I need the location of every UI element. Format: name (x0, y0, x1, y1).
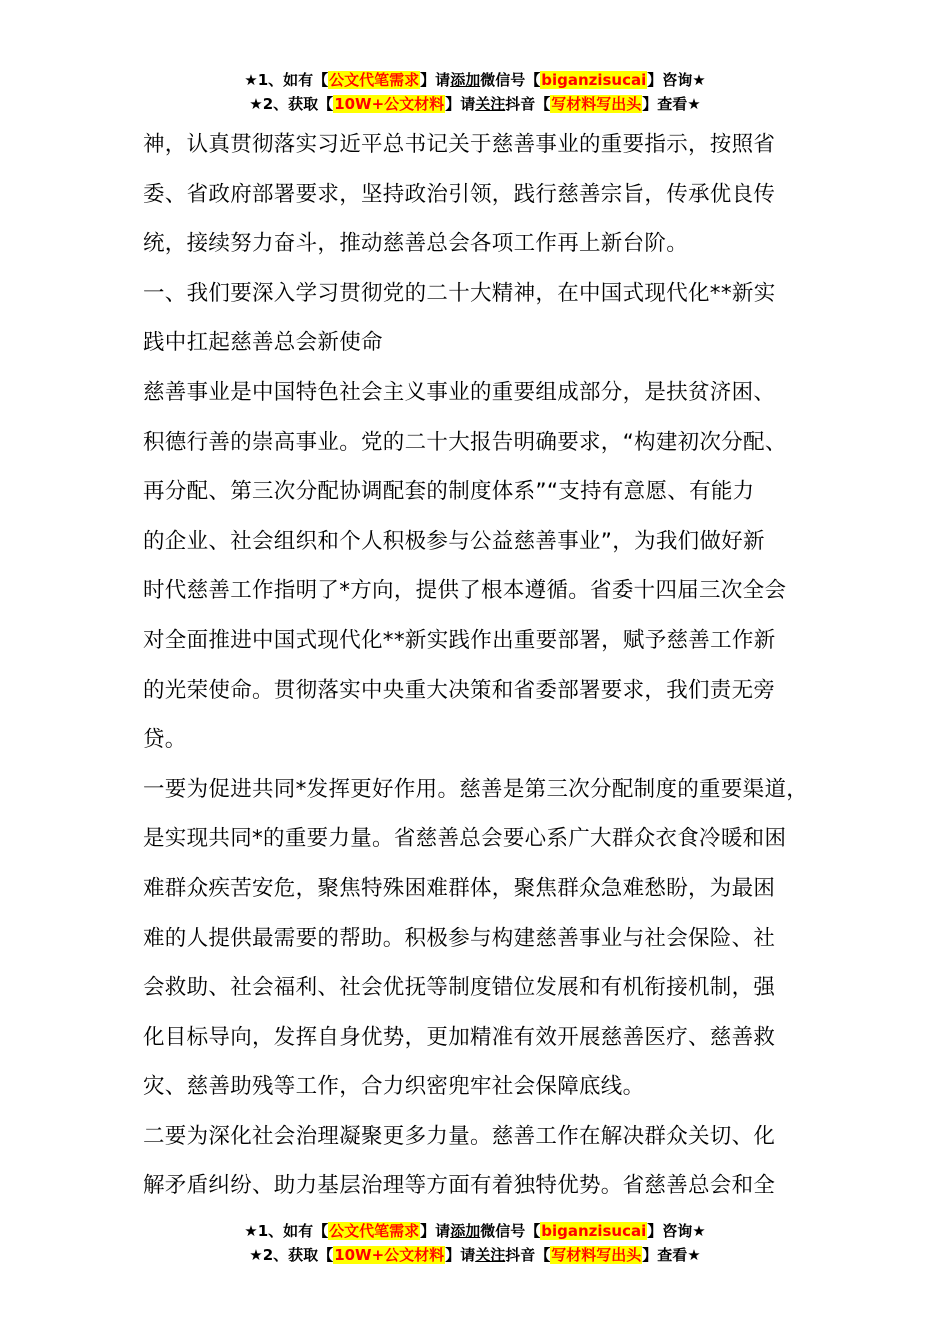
text-line: 慈善事业是中国特色社会主义事业的重要组成部分，是扶贫济困、 (143, 379, 776, 405)
text-line: 解矛盾纠纷、助力基层治理等方面有着独特优势。省慈善总会和全 (143, 1173, 776, 1199)
footer-banner (0, 1219, 950, 1267)
text-line: 的企业、社会组织和个人积极参与公益慈善事业”，为我们做好新 (143, 528, 765, 554)
banner-highlight: 写材料写出头 (551, 1246, 642, 1264)
text-line: 统，接续努力奋斗，推动慈善总会各项工作再上新台阶。 (143, 231, 689, 257)
text-line: 再分配、第三次分配协调配套的制度体系”“支持有意愿、有能力 (143, 479, 755, 505)
banner-highlight: biganzisucai (541, 71, 647, 89)
text-line: 会救助、社会福利、社会优抚等制度错位发展和有机衔接机制，强 (143, 975, 776, 1001)
text-line: 难的人提供最需要的帮助。积极参与构建慈善事业与社会保险、社 (143, 925, 776, 951)
banner-highlight: 公文代笔需求 (329, 1222, 420, 1240)
banner-highlight: 写材料写出头 (551, 95, 642, 113)
section-heading-line: 一、我们要深入学习贯彻党的二十大精神，在中国式现代化**新实 (143, 280, 776, 306)
banner-underlined: 关注 (475, 1246, 506, 1264)
text-line: 难群众疾苦安危，聚焦特殊困难群体，聚焦群众急难愁盼，为最困 (143, 875, 776, 901)
banner-underlined: 添加 (450, 71, 481, 89)
banner-underlined: 添加 (450, 1222, 481, 1240)
text-line: 一要为促进共同*发挥更好作用。慈善是第三次分配制度的重要渠道， (143, 776, 809, 802)
banner-underlined: 关注 (475, 95, 506, 113)
banner-highlight: 10W+公文材料 (334, 1246, 445, 1264)
header-banner (0, 68, 950, 116)
document-body (143, 120, 833, 1211)
text-line: 化目标导向，发挥自身优势，更加精准有效开展慈善医疗、慈善救 (143, 1024, 776, 1050)
banner-line-1: ★1、如有【公文代笔需求】请添加微信号【biganzisucai】咨询★ (244, 1222, 706, 1240)
banner-highlight: 公文代笔需求 (329, 71, 420, 89)
text-line: 的光荣使命。贯彻落实中央重大决策和省委部署要求，我们责无旁 (143, 677, 776, 703)
text-line: 神，认真贯彻落实习近平总书记关于慈善事业的重要指示，按照省 (143, 132, 776, 157)
text-line: 贷。 (143, 727, 187, 753)
section-heading-line: 践中扛起慈善总会新使命 (143, 330, 383, 356)
banner-highlight: 10W+公文材料 (334, 95, 445, 113)
banner-highlight: biganzisucai (541, 1222, 647, 1240)
text-line: 灾、慈善助残等工作，合力织密兜牢社会保障底线。 (143, 1074, 645, 1100)
text-line: 二要为深化社会治理凝聚更多力量。慈善工作在解决群众关切、化 (143, 1123, 776, 1149)
text-line: 时代慈善工作指明了*方向，提供了根本遵循。省委十四届三次全会 (143, 578, 787, 604)
text-line: 是实现共同*的重要力量。省慈善总会要心系广大群众衣食冷暖和困 (143, 826, 787, 852)
text-line: 对全面推进中国式现代化**新实践作出重要部署，赋予慈善工作新 (143, 627, 776, 653)
text-line: 积德行善的崇高事业。党的二十大报告明确要求，“构建初次分配、 (143, 429, 787, 455)
banner-line-2: ★2、获取【10W+公文材料】请关注抖音【写材料写出头】查看★ (249, 95, 701, 113)
text-line: 委、省政府部署要求，坚持政治引领，践行慈善宗旨，传承优良传 (143, 181, 776, 207)
banner-line-2: ★2、获取【10W+公文材料】请关注抖音【写材料写出头】查看★ (249, 1246, 701, 1264)
banner-line-1: ★1、如有【公文代笔需求】请添加微信号【biganzisucai】咨询★ (244, 71, 706, 89)
